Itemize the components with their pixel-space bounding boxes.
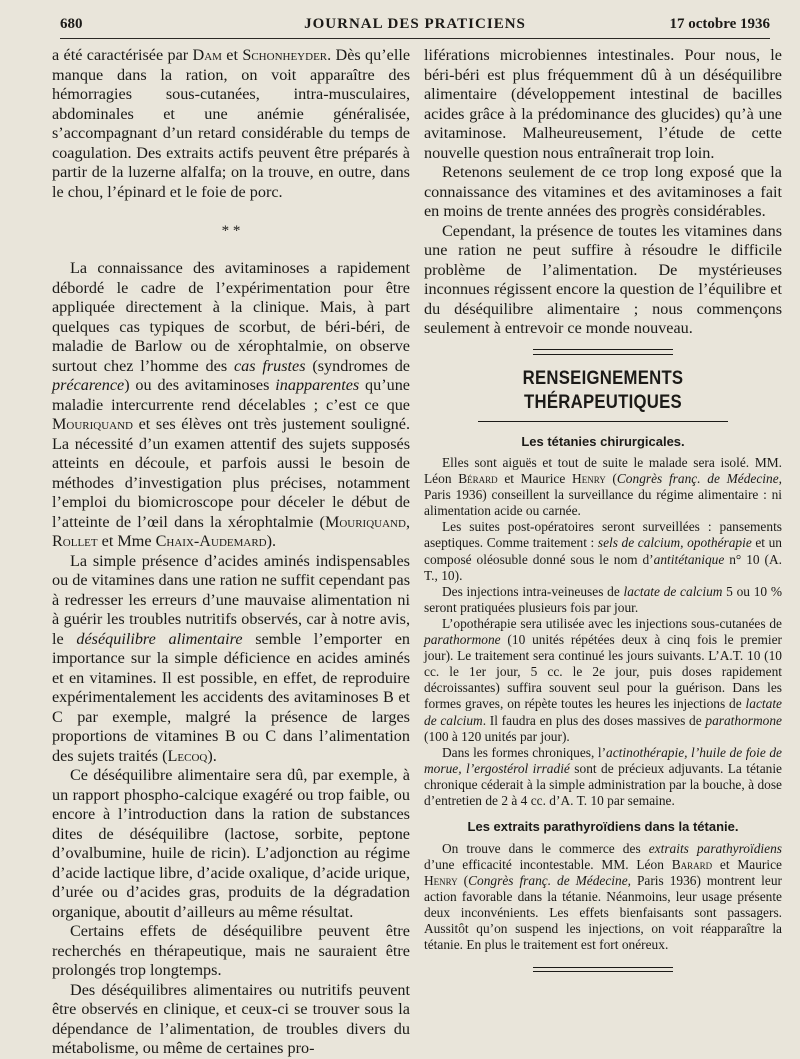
section-divider	[424, 349, 782, 355]
paragraph: a été caractérisée par Dam et Schonheyder. Dès qu’elle manque dans la ration, on voit apparaître des hémorragies sous-cutanées, intra-musculaires, abdominales et une anémie généralisée, s’accompagnant d’un retard considérable du temps de coagulation. Des extraits actifs peuvent être préparés à partir de la luzerne alfalfa; on la trouve, en outre, dans le chou, l’épinard et le foie de porc.	[52, 46, 410, 201]
paragraph: Cependant, la présence de toutes les vitamines dans une ration ne peut suffire à résoudre le difficile problème de l’alimentation. De mystérieuses inconnues régissent encore la question de l’équilibre et du déséquilibre alimentaire ; nous commençons seulement à entrevoir ce monde nouveau.	[424, 221, 782, 337]
paragraph: Elles sont aiguës et tout de suite le malade sera isolé. MM. Léon Bérard et Maurice Henry (Congrès franç. de Médecine, Paris 1936) conseillent la surveillance du régime alimentaire : ni alimentation acide ou carnée.	[424, 455, 782, 519]
paragraph: La simple présence d’acides aminés indispensables ou de vitamines dans une ration ne suffit cependant pas à redresser les erreurs d’une mauvaise alimentation ni à guérir les troubles nutritifs observés, car à notre avis, le déséquilibre alimentaire semble l’emporter en importance sur la simple déficience en acides aminés et en vitamines. Il est possible, en effet, de reproduire expérimentalement les accidents des avitaminoses B et C par exemple, malgré la présence de larges proportions de vitamines B ou C dans l’alimentation des sujets traités (Lecoq).	[52, 551, 411, 765]
right-column	[424, 46, 782, 972]
paragraph: On trouve dans le commerce des extraits parathyroïdiens d’une efficacité incontestable. MM. Léon Barard et Maurice Henry (Congrès franç. de Médecine, Paris 1936) montrent leur action favorable dans la tétanie. Néanmoins, leur usage présente deux inconvénients. Les effets bienfaisants sont passagers. Aussitôt qu’on suspend les injections, on voit réapparaître la tétanie. En plus le traitement est fort onéreux.	[424, 840, 783, 953]
paragraph: Des injections intra-veineuses de lactate de calcium 5 ou 10 % seront pratiquées plusieurs fois par jour.	[424, 583, 782, 615]
page-number: 680	[60, 16, 83, 32]
paragraph: La connaissance des avitaminoses a rapidement débordé le cadre de l’expérimentation pour être appliquée directement à la clinique. Mais, à part quelques cas typiques de scorbut, de béri-béri, de maladie de Barlow ou de xérophtalmie, on observe surtout chez l’homme des cas frustes (syndromes de précarence) ou des avitaminoses inapparentes qu’une maladie intercurrente rend décelables ; c’est ce que Mouriquand et ses élèves ont très justement souligné. La nécessité d’un examen attentif des sujets supposés atteints en découle, et parfois aussi le besoin de méthodes d’investigation plus précises, notamment l’emploi du biomicroscope pour déceler le début de l’atteinte de l’œil dans la xérophtalmie (Mouriquand, Rollet et Mme Chaix-Audemard).	[52, 259, 410, 550]
paragraph: Certains effets de déséquilibre peuvent être recherchés en thérapeutique, mais ne sauraient être prolongés trop longtemps.	[52, 922, 410, 979]
paragraph: Retenons seulement de ce trop long exposé que la connaissance des vitamines et des avitaminoses a fait en moins de trente années des progrès considérables.	[424, 163, 782, 220]
section-separator-stars: * *	[221, 223, 241, 239]
section-title: RENSEIGNEMENTS THÉRAPEUTIQUES	[522, 367, 684, 413]
page-header	[60, 12, 770, 39]
paragraph: liférations microbiennes intestinales. Pour nous, le béri-béri est plus fréquemment dû à un déséquilibre alimentaire (développement intestinal de bacilles acides grâce à la prédominance des glucides) qu’à une avitaminose. Malheureusement, l’étude de cette nouvelle question nous entraînerait trop loin.	[424, 46, 782, 162]
paragraph: Dans les formes chroniques, l’actinothérapie, l’huile de foie de morue, l’ergostérol irradié sont de précieux adjuvants. La tétanie chronique céderait à la simple administration par la bouche, à dose d’entretien de 2 à 4 cc. d’A. T. 10 par semaine.	[424, 744, 782, 808]
bottom-divider	[424, 967, 782, 972]
paragraph: Ce déséquilibre alimentaire sera dû, par exemple, à un rapport phospho-calcique exagéré ou trop faible, ou encore à l’introduction dans la ration de substances dites de déséquilibre (lactose, sorbite, peptone d’ovalbumine, huile de ricin). L’adjonction au régime d’acide lactique libre, d’acide oxalique, d’acide urique, d’urée ou d’acides gras, produits de la dégradation organique, aboutit d’ailleurs au même résultat.	[52, 766, 410, 921]
title-rule	[478, 421, 728, 422]
paragraph: Des déséquilibres alimentaires ou nutritifs peuvent être observés en clinique, et ceux-ci se trouver sous la dépendance de l’alimentation, de troubles divers du métabolisme, ou même de certaines pro-	[52, 980, 410, 1057]
subsection-title: Les extraits parathyroïdiens dans la tétanie.	[467, 819, 739, 835]
issue-date: 17 octobre 1936	[669, 16, 770, 32]
paragraph: Les suites post-opératoires seront surveillées : pansements aseptiques. Comme traitement : sels de calcium, opothérapie et un composé oléosuble donné sous le nom d’antitétanique n° 10 (A. T., 10).	[424, 519, 783, 583]
journal-title: JOURNAL DES PRATICIENS	[304, 16, 526, 32]
paragraph: L’opothérapie sera utilisée avec les injections sous-cutanées de parathormone (10 unités répétées deux à cinq fois le premier jour). Le traitement sera continué les jours suivants. L’A.T. 10 (10 cc. le 1er jour, 5 cc. le 2e jour, puis doses rapidement décroissantes) suffira souvent seul pour la guérison. Dans les formes graves, on répète toutes les heures les injections de lactate de calcium. Il faudra en plus des doses massives de parathormone (100 à 120 unités par jour).	[424, 615, 782, 744]
left-column	[52, 46, 410, 1059]
subsection-title: Les tétanies chirurgicales.	[521, 433, 685, 449]
